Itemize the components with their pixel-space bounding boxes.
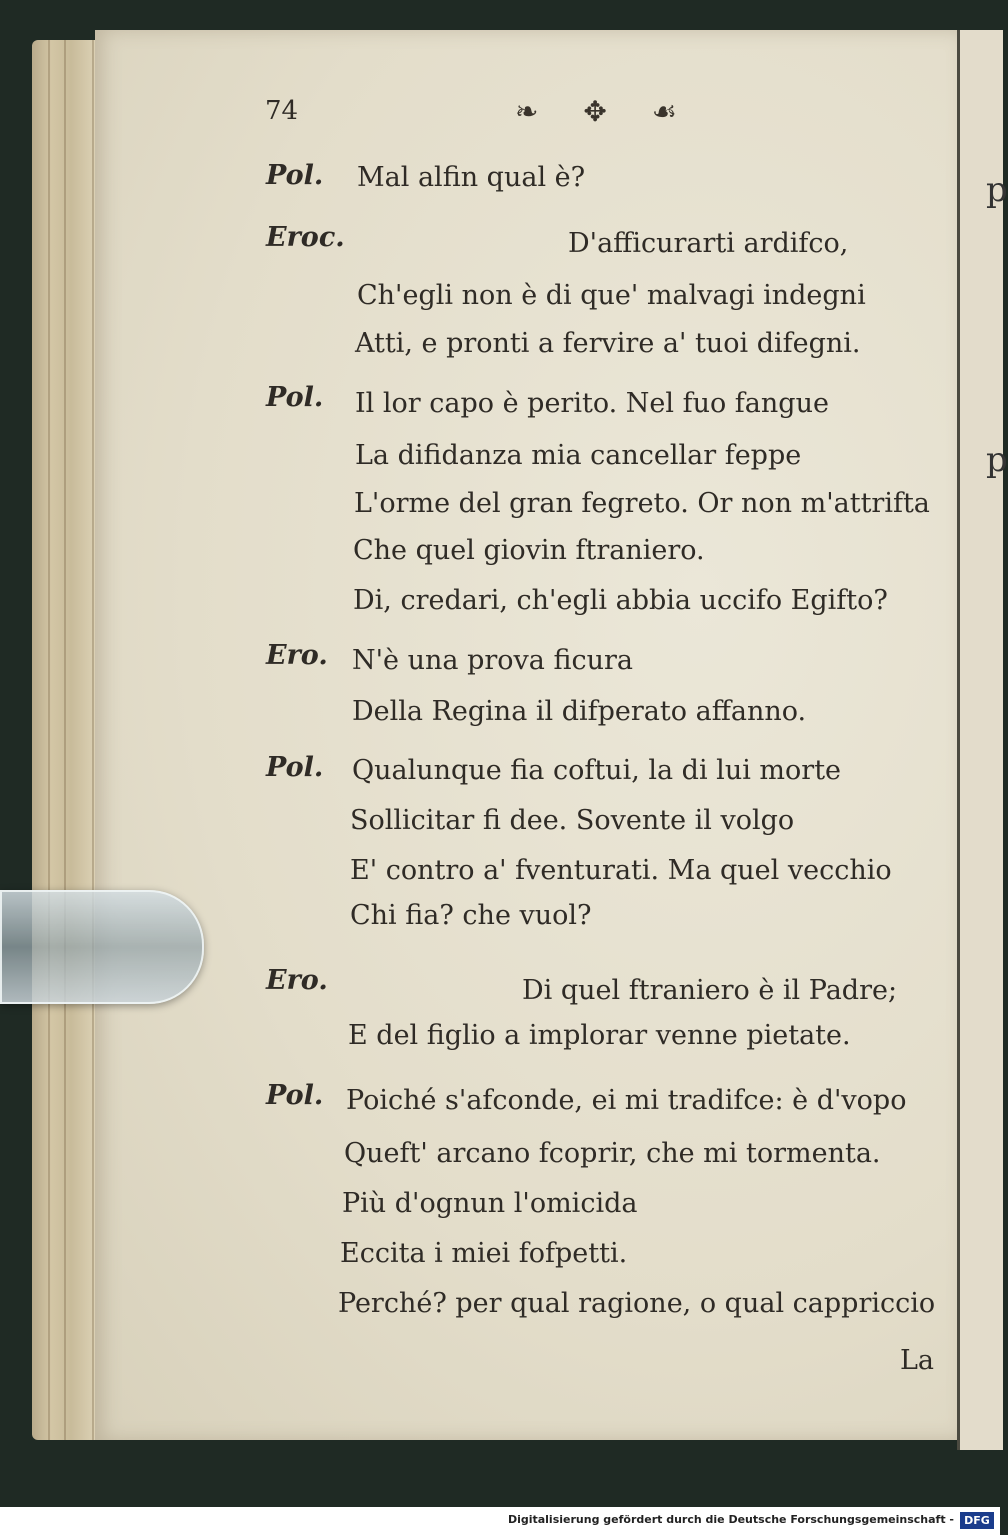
verse-line: E del figlio a implorar venne pietate. xyxy=(348,1020,851,1051)
digitization-footer xyxy=(0,1507,1000,1535)
page-edge-line xyxy=(64,40,66,1440)
speaker-label: Ero. xyxy=(266,640,328,671)
verse-line: Mal alfin qual è? xyxy=(357,162,586,193)
verse-line: Più d'ognun l'omicida xyxy=(342,1188,638,1219)
verse-line: Qualunque fia coftui, la di lui morte xyxy=(352,755,842,786)
glass-page-weight xyxy=(0,890,204,1004)
footer-credit: Digitalisierung gefördert durch die Deutsche Forschungsgemeinschaft - xyxy=(507,1513,954,1526)
verse-line: Di quel ftraniero è il Padre; xyxy=(522,975,898,1006)
adjacent-page-fragment: p xyxy=(986,440,1008,480)
adjacent-page-fragment: p xyxy=(986,170,1008,210)
verse-line: Poiché s'afconde, ei mi tradifce: è d'vopo xyxy=(346,1085,907,1116)
speaker-label: Eroc. xyxy=(266,222,345,253)
verse-line: D'afficurarti ardifco, xyxy=(568,228,849,259)
verse-line: E' contro a' fventurati. Ma quel vecchio xyxy=(350,855,892,886)
verse-line: Queft' arcano fcoprir, che mi tormenta. xyxy=(344,1138,881,1169)
speaker-label: Pol. xyxy=(266,752,324,783)
catchword: La xyxy=(900,1345,935,1376)
verse-line: Ch'egli non è di que' malvagi indegni xyxy=(357,280,866,311)
verse-line: Della Regina il difperato affanno. xyxy=(352,696,807,727)
speaker-label: Pol. xyxy=(266,382,324,413)
dfg-logo-icon: DFG xyxy=(960,1512,994,1529)
page-edge-line xyxy=(92,40,94,1440)
verse-line: La difidanza mia cancellar feppe xyxy=(355,440,802,471)
verse-line: N'è una prova ficura xyxy=(352,645,633,676)
verse-line: Eccita i miei fofpetti. xyxy=(340,1238,628,1269)
speaker-label: Pol. xyxy=(266,1080,324,1111)
verse-line: Di, credari, ch'egli abbia uccifo Egifto? xyxy=(353,585,888,616)
verse-line: Sollicitar fi dee. Sovente il volgo xyxy=(350,805,795,836)
verse-line: Atti, e pronti a fervire a' tuoi difegni. xyxy=(355,328,861,359)
speaker-label: Ero. xyxy=(266,965,328,996)
speaker-label: Pol. xyxy=(266,160,324,191)
verse-line: Il lor capo è perito. Nel fuo fangue xyxy=(355,388,829,419)
verse-line: Che quel giovin ftraniero. xyxy=(353,535,705,566)
verse-line: Chi fia? che vuol? xyxy=(350,900,592,931)
verse-line: L'orme del gran fegreto. Or non m'attrifta xyxy=(354,488,930,519)
ornament-icon: ❧ ✥ ☙ xyxy=(515,95,695,128)
page-edge-line xyxy=(48,40,50,1440)
verse-line: Perché? per qual ragione, o qual cappriccio xyxy=(338,1288,936,1319)
adjacent-page xyxy=(957,30,1008,1450)
page-number: 74 xyxy=(265,96,299,126)
